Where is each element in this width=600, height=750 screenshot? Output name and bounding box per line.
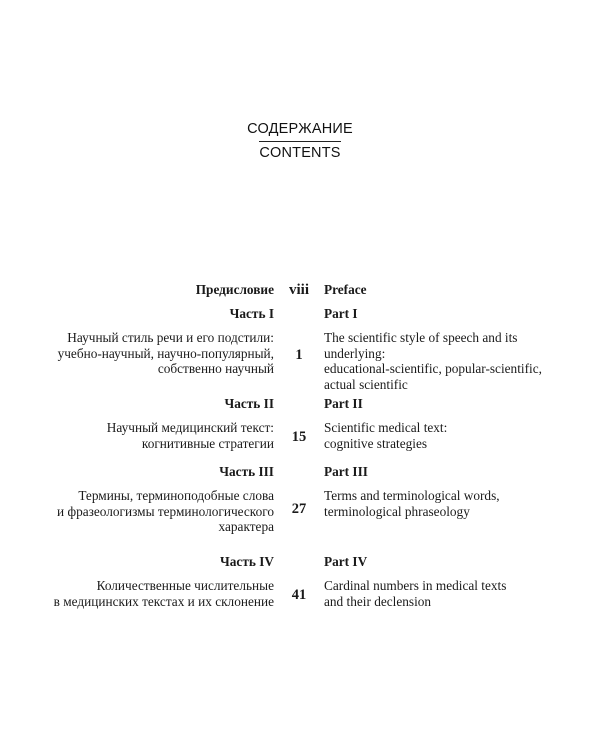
toc-row-chapter-2 xyxy=(40,420,560,464)
chapter-2-page-number: 15 xyxy=(291,429,307,445)
chapter-2-title-en: Scientific medical text: cognitive strategies xyxy=(324,420,448,451)
part-2-title-ru: Часть II xyxy=(224,396,274,411)
heading-divider xyxy=(259,141,341,142)
chapter-4-page-number: 41 xyxy=(291,587,307,603)
part-4-title-en: Part IV xyxy=(324,554,368,569)
chapter-1-title-en: The scientific style of speech and its underlying: educational-scientific, popular-scientific, actual scientific xyxy=(324,330,542,392)
part-3-title-en: Part III xyxy=(324,464,368,479)
chapter-4-title-ru: Количественные числительные в медицинских текстах и их склонение xyxy=(53,578,274,609)
toc-row-part-1 xyxy=(40,306,560,330)
chapter-3-title-en: Terms and terminological words, terminological phraseology xyxy=(324,488,500,519)
part-4-title-ru: Часть IV xyxy=(220,554,274,569)
contents-heading-ru: СОДЕРЖАНИЕ xyxy=(247,121,353,137)
part-1-title-ru: Часть I xyxy=(229,306,274,321)
toc-row-chapter-1 xyxy=(40,330,560,396)
part-1-title-en: Part I xyxy=(324,306,358,321)
part-2-title-en: Part II xyxy=(324,396,363,411)
chapter-4-title-en: Cardinal numbers in medical texts and their declension xyxy=(324,578,507,609)
toc-row-part-3 xyxy=(40,464,560,488)
part-3-title-ru: Часть III xyxy=(219,464,274,479)
toc-row-chapter-3 xyxy=(40,488,560,554)
chapter-3-page-number: 27 xyxy=(291,501,307,517)
toc-row-preface xyxy=(40,282,560,306)
contents-heading-en: CONTENTS xyxy=(259,145,341,161)
chapter-2-title-ru: Научный медицинский текст: когнитивные стратегии xyxy=(106,420,274,451)
toc-row-part-4 xyxy=(40,554,560,578)
toc-row-chapter-4 xyxy=(40,578,560,622)
chapter-1-title-ru: Научный стиль речи и его подстили: учебно-научный, научно-популярный, собственно научный xyxy=(57,330,274,376)
chapter-1-page-number: 1 xyxy=(295,347,303,363)
toc-row-part-2 xyxy=(40,396,560,420)
preface-title-ru: Предисловие xyxy=(195,282,274,297)
preface-page-number: viii xyxy=(288,282,309,298)
chapter-3-title-ru: Термины, терминоподобные слова и фразеологизмы терминологического характера xyxy=(57,488,274,534)
preface-title-en: Preface xyxy=(324,282,367,297)
table-of-contents xyxy=(40,282,560,622)
